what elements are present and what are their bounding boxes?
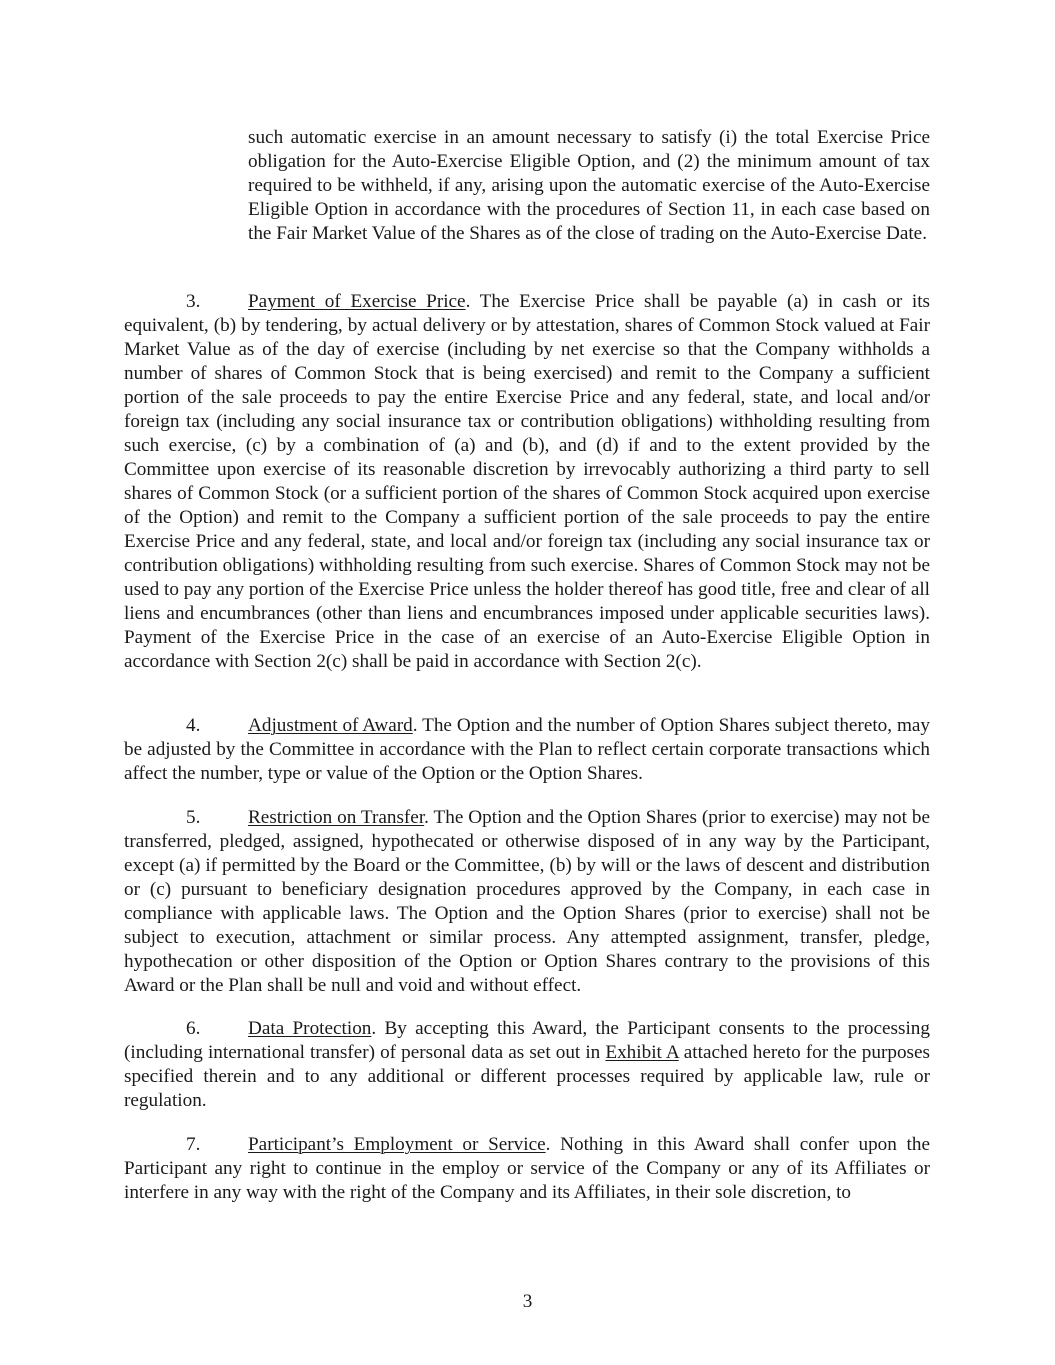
page-number: 3 <box>522 1291 533 1312</box>
section-number: 6. <box>186 1018 201 1039</box>
section-number: 3. <box>186 291 201 312</box>
section-body: . The Option and the Option Shares (prior to exercise) may not be transferred, pledged, assigned, hypothecated or otherwise disposed of in any way by the Participant, except (a) if permitted by the Board or the Committee, (b) by will or the laws of descent and distribution or (c) pursuant to beneficiary designation procedures approved by the Company, in each case in compliance with applicable laws. The Option and the Option Shares (prior to exercise) shall not be subject to execution, attachment or similar process. Any attempted assignment, transfer, pledge, hypothecation or other disposition of the Option or Option Shares contrary to the provisions of this Award or the Plan shall be null and void and without effect. <box>124 807 930 996</box>
section-body: . Nothing in this Award shall confer upon the Participant any right to continue in the employ or service of the Company or any of its Affiliates or interfere in any way with the right of the Company and its Affiliates, in their sole discretion, to <box>124 1134 930 1203</box>
section-heading: Data Protection <box>248 1018 372 1039</box>
section-body: . The Option and the number of Option Shares subject thereto, may be adjusted by the Committee in accordance with the Plan to reflect certain corporate transactions which affect the number, type or value of the Option or the Option Shares. <box>124 715 930 784</box>
section-heading: Restriction on Transfer <box>248 807 425 828</box>
section-number: 4. <box>186 715 201 736</box>
section-heading: Adjustment of Award <box>248 715 413 736</box>
section-body: . The Exercise Price shall be payable (a) in cash or its equivalent, (b) by tendering, by actual delivery or by attestation, shares of Common Stock valued at Fair Market Value as of the day of exercise (including by net exercise so that the Company withholds a number of shares of Common Stock that is being exercised) and remit to the Company a sufficient portion of the sale proceeds to pay the entire Exercise Price and any federal, state, and local and/or foreign tax (including any social insurance tax or contribution obligations) withholding resulting from such exercise, (c) by a combination of (a) and (b), and (d) if and to the extent provided by the Committee upon exercise of its reasonable discretion by irrevocably authorizing a third party to sell shares of Common Stock (or a sufficient portion of the shares of Common Stock acquired upon exercise of the Option) and remit to the Company a sufficient portion of the sale proceeds to pay the entire Exercise Price and any federal, state, and local and/or foreign tax (including any social insurance tax or contribution obligations) withholding resulting from such exercise. Shares of Common Stock may not be used to pay any portion of the Exercise Price unless the holder thereof has good title, free and clear of all liens and encumbrances (other than liens and encumbrances imposed under applicable securities laws). Payment of the Exercise Price in the case of an exercise of an Auto-Exercise Eligible Option in accordance with Section 2(c) shall be paid in accordance with Section 2(c). <box>124 291 930 672</box>
section-5-restriction-on-transfer <box>124 806 930 998</box>
section-heading: Participant’s Employment or Service <box>248 1134 546 1155</box>
section-number: 7. <box>186 1134 201 1155</box>
section-number: 5. <box>186 807 201 828</box>
section-body: . By accepting this Award, the Participant consents to the processing (including international transfer) of personal data as set out in <box>124 1018 930 1063</box>
section-6-data-protection <box>124 1017 930 1113</box>
section-body-continued: attached hereto for the purposes specified therein and to any additional or different processes required by applicable law, rule or regulation. <box>124 1042 930 1111</box>
exhibit-a-reference: Exhibit A <box>605 1042 679 1063</box>
section-3-payment-of-exercise-price <box>124 290 930 674</box>
section-heading: Payment of Exercise Price <box>248 291 466 312</box>
continuation-paragraph: such automatic exercise in an amount necessary to satisfy (i) the total Exercise Price obligation for the Auto-Exercise Eligible Option, and (2) the minimum amount of tax required to be withheld, if any, arising upon the automatic exercise of the Auto-Exercise Eligible Option in accordance with the procedures of Section 11, in each case based on the Fair Market Value of the Shares as of the close of trading on the Auto-Exercise Date. <box>248 127 930 244</box>
section-4-adjustment-of-award <box>124 714 930 786</box>
section-7-participants-employment-or-service <box>124 1133 930 1205</box>
